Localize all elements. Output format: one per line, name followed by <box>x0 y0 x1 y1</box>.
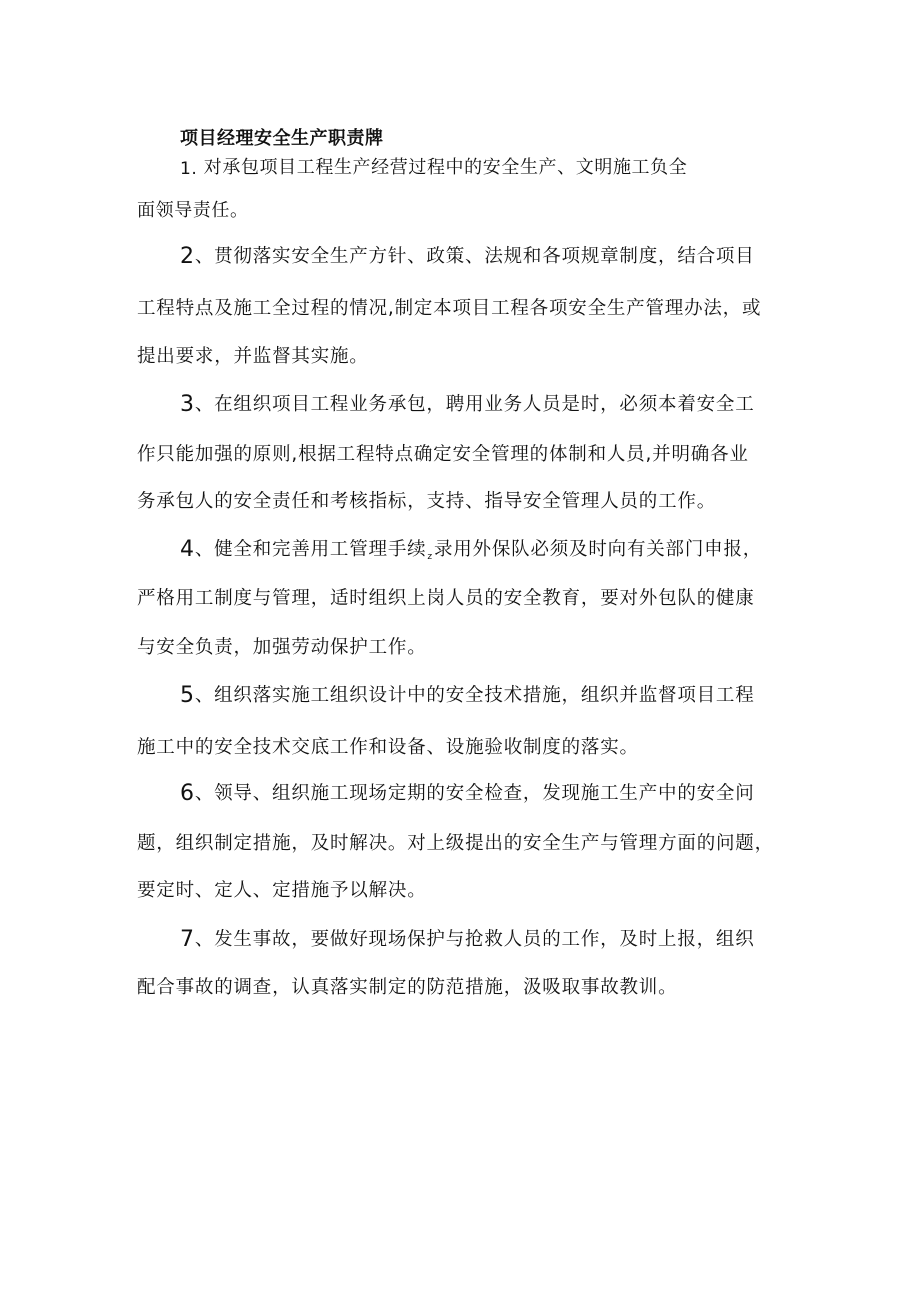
item-3-number: 3 <box>180 392 195 417</box>
item-5-line-2: 施工中的安全技术交底工作和设备、设施验收制度的落实。 <box>137 737 639 758</box>
item-4-line-3: 与安全负责，加强劳动保护工作。 <box>137 637 427 658</box>
item-6-line-1: 6、领导、组织施工现场定期的安全检查，发现施工生产中的安全问 <box>180 781 755 806</box>
item-7-line-1: 7、发生事故，要做好现场保护与抢救人员的工作，及时上报，组织 <box>180 927 755 952</box>
item-6-number: 6 <box>180 781 195 806</box>
document-title: 项目经理安全生产职责牌 <box>180 128 384 149</box>
item-2-line-2: 工程特点及施工全过程的情况,制定本项目工程各项安全生产管理办法，或 <box>137 298 762 319</box>
item-3-line-3: 务承包人的安全责任和考核指标，支持、指导安全管理人员的工作。 <box>137 491 717 512</box>
item-4-number: 4 <box>180 537 195 562</box>
stray-subscript-mark: z <box>427 552 433 562</box>
item-6-line-3: 要定时、定人、定措施予以解决。 <box>137 880 427 901</box>
item-4-line-2: 严格用工制度与管理，适时组织上岗人员的安全教育，要对外包队的健康 <box>137 588 755 609</box>
item-3-line-2: 作只能加强的原则,根据工程特点确定安全管理的体制和人员,并明确各业 <box>137 444 749 465</box>
item-1-line-2: 面领导责任。 <box>137 200 249 221</box>
item-5-number: 5 <box>180 683 195 708</box>
item-1-number: 1. <box>180 159 198 179</box>
item-2-number: 2 <box>180 244 195 269</box>
item-6-line-2: 题，组织制定措施，及时解决。对上级提出的安全生产与管理方面的问题， <box>137 833 774 854</box>
item-3-line-1: 3、在组织项目工程业务承包，聘用业务人员是时，必须本着安全工 <box>180 392 755 417</box>
item-7-line-2: 配合事故的调查，认真落实制定的防范措施，汲吸取事故教训。 <box>137 977 678 998</box>
item-1-line-1: 1. 对承包项目工程生产经营过程中的安全生产、文明施工负全 <box>180 157 688 179</box>
item-2-line-3: 提出要求，并监督其实施。 <box>137 346 369 367</box>
item-2-line-1: 2、贯彻落实安全生产方针、政策、法规和各项规章制度，结合项目 <box>180 244 755 269</box>
item-7-number: 7 <box>180 927 195 952</box>
item-5-line-1: 5、组织落实施工组织设计中的安全技术措施，组织并监督项目工程 <box>180 683 755 708</box>
item-4-line-1: 4、健全和完善用工管理手续$_z$录用外保队必须及时向有关部门申报， <box>180 537 763 562</box>
